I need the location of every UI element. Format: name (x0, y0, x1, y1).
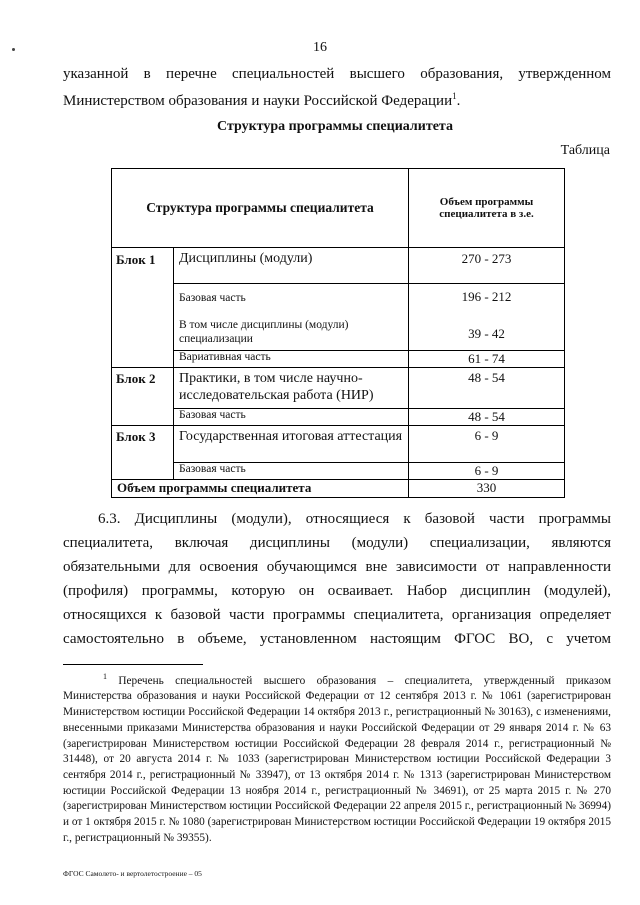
paragraph-line: обязательными для освоения обучающимся вне зависимости от направленности (63, 559, 611, 575)
page-number: 16 (313, 40, 327, 55)
table-label: Таблица (560, 143, 610, 158)
block1-spec-value: 39 - 42 (409, 318, 565, 351)
block1-label: Блок 1 (112, 248, 174, 368)
paragraph-line (63, 511, 611, 528)
table-header-row (112, 169, 565, 248)
table-row (112, 426, 565, 463)
total-label: Объем программы специалитета (112, 480, 409, 498)
paragraph-line: относящихся к базовой части программы специалитета, организация определяет (63, 607, 611, 623)
block1-spec-label: В том числе дисциплины (модули) специализации (174, 318, 409, 351)
table-total-row (112, 480, 565, 498)
block3-value: 6 - 9 (409, 426, 565, 463)
block2-base-label: Базовая часть (174, 409, 409, 426)
block2-label: Блок 2 (112, 368, 174, 426)
table-row (112, 318, 565, 351)
page-footer: ФГОС Самолето- и вертолетостроение – 05 (63, 869, 202, 878)
block1-var-value: 61 - 74 (409, 351, 565, 368)
table-row (112, 409, 565, 426)
header-volume: Объем программы специалитета в з.е. (409, 169, 565, 248)
block1-name: Дисциплины (модули) (174, 248, 409, 284)
total-value: 330 (409, 480, 565, 498)
block1-base-value: 196 - 212 (409, 284, 565, 319)
block2-value: 48 - 54 (409, 368, 565, 409)
intro-line-2-text: Министерством образования и науки Российской Федерации (63, 93, 453, 109)
program-structure-table (111, 168, 565, 498)
table-row (112, 284, 565, 319)
header-structure: Структура программы специалитета (112, 169, 409, 248)
intro-line-2: Министерством образования и науки Российской Федерации$^1$. (63, 91, 461, 109)
block3-base-value: 6 - 9 (409, 463, 565, 480)
paragraph-line: (профиля) программы, которую он осваивает. Набор дисциплин (модулей), (63, 583, 611, 599)
block3-name: Государственная итоговая аттестация (174, 426, 409, 463)
table-row (112, 248, 565, 284)
footnote-marker: 1 (103, 672, 107, 681)
footnote-divider (63, 664, 203, 665)
paragraph-line: самостоятельно в объеме, установленном настоящим ФГОС ВО, с учетом (63, 631, 611, 647)
paragraph-line: специалитета, включая дисциплины (модули) специализации, являются (63, 535, 611, 551)
block2-base-value: 48 - 54 (409, 409, 565, 426)
table-row (112, 351, 565, 368)
table-row (112, 368, 565, 409)
footnote-text: Перечень специальностей высшего образования – специалитета, утвержденный приказом Министерства образования и науки Российской Федерации от 12 сентября 2013 г. № 1061 (зарегистрирован Министерством юстиции Российской Федерации 14 октября 2013 г., регистрационный № 30163), с изменениями, внесенными приказами Министерства образования и науки Российской Федерации от 29 января 2014 г. № 63 (зарегистрирован Министерством юстиции Российской Федерации 28 февраля 2014 г., регистрационный № 31448), от 20 августа 2014 г. № 1033 (зарегистрирован Министерством юстиции Российской Федерации 3 сентября 2014 г., регистрационный № 33947), от 13 октября 2014 г. № 1313 (зарегистрирован Министерством юстиции Российской Федерации 13 ноября 2014 г., регистрационный № 34691), от 25 марта 2015 г. № 270 (зарегистрирован Министерством юстиции Российской Федерации 22 апреля 2015 г., регистрационный № 36994) и от 1 октября 2015 г. № 1080 (зарегистрирован Министерством юстиции Российской Федерации 19 октября 2015 г., регистрационный № 39355). (63, 674, 611, 844)
block1-value: 270 - 273 (409, 248, 565, 284)
footnote-ref: 1 (452, 91, 457, 101)
section-title: Структура программы специалитета (217, 119, 453, 134)
intro-line-1: указанной в перечне специальностей высшего образования, утвержденном (63, 66, 611, 82)
paragraph-line-text: 6.3. Дисциплины (модули), относящиеся к базовой части программы (98, 511, 611, 527)
block2-name: Практики, в том числе научно-исследовательская работа (НИР) (174, 368, 409, 409)
block1-var-label: Вариативная часть (174, 351, 409, 368)
block1-base-label: Базовая часть (174, 284, 409, 319)
block3-label: Блок 3 (112, 426, 174, 480)
table-row (112, 463, 565, 480)
footnote (63, 669, 611, 847)
block3-base-label: Базовая часть (174, 463, 409, 480)
